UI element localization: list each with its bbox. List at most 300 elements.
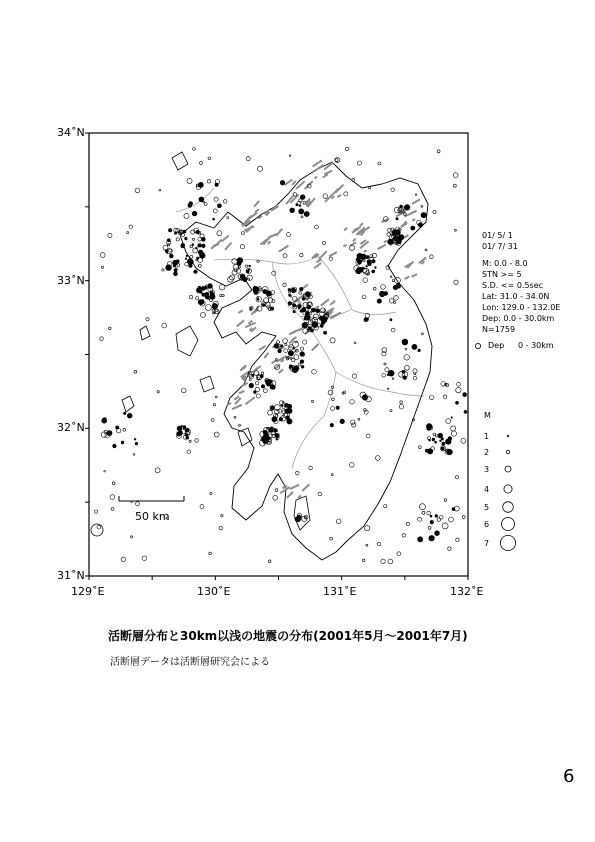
epicenter [241,232,244,235]
island-coast [294,496,310,530]
scale-bar [119,496,184,501]
epicenter [322,241,325,244]
epicenter [280,345,282,347]
epicenter [176,260,179,263]
epicenter [418,537,423,542]
epicenter [268,410,273,415]
epicenter [219,527,222,530]
epicenter [345,147,348,150]
epicenter [312,322,318,328]
epicenter [448,437,452,441]
epicenter [451,417,453,419]
epicenter [189,202,193,206]
epicenter [396,283,401,288]
epicenter [464,410,467,413]
epicenter [127,413,132,418]
epicenter [384,292,388,296]
epicenter [289,155,291,157]
epicenter [261,372,264,375]
fault-segment [292,181,296,185]
epicenter [335,159,338,162]
epicenter [359,254,362,257]
epicenter [336,519,341,524]
magnitude-legend-circle [500,535,515,550]
fault-segment [412,199,420,203]
epicenter [174,272,178,276]
epicenter [405,365,410,370]
lon-label-132: 132˚E [450,585,484,598]
epicenter [212,303,218,309]
info-lon: Lon: 129.0 - 132.0E [482,303,561,312]
epicenter [189,295,192,298]
fault-segment [239,391,244,393]
magnitude-legend-circle [506,450,510,454]
epicenter [198,264,201,267]
epicenter [109,327,112,330]
magnitude-legend-circle [505,466,511,472]
epicenter [415,194,417,196]
epicenter [293,193,297,197]
epicenter [381,559,385,563]
epicenter [399,371,405,377]
epicenter [196,297,199,300]
epicenter [300,352,305,357]
fault-segment [302,484,309,491]
epicenter [381,285,386,290]
active-faults [211,160,426,498]
epicenter [134,370,137,373]
fault-segment [268,241,271,244]
epicenter [121,441,124,444]
epicenter [208,284,213,289]
epicenter [442,442,445,445]
epicenter [357,259,362,264]
epicenter [279,418,282,421]
epicenter [448,547,451,550]
epicenter [350,400,355,405]
epicenter [200,162,203,165]
epicenter [220,295,222,297]
epicenter [227,217,229,219]
fault-segment [264,353,268,358]
epicenter [250,309,252,311]
epicenter [213,209,217,213]
epicenter [427,449,432,454]
epicenter [213,404,215,406]
epicenter [223,200,227,204]
epicenter [421,333,423,335]
epicenter [124,412,126,414]
epicenter [284,349,288,353]
epicenter [351,420,355,424]
epicenter [207,180,210,183]
epicenter [222,294,224,296]
epicenter [290,208,295,213]
epicenter [198,238,202,242]
epicenter [340,419,345,424]
epicenter [97,525,101,529]
fault-segment [248,321,252,324]
epicenter [397,552,401,556]
epicenter [168,229,171,232]
epicenter [257,298,259,300]
epicenter [406,522,409,525]
depth-legend-label: Dep [488,341,505,350]
epicenter [285,344,287,346]
epicenter [451,431,456,436]
epicenter [196,259,198,261]
epicenter [200,505,204,509]
epicenter [296,471,300,475]
fault-segment [344,228,347,231]
epicenter [163,245,168,250]
epicenter [111,508,114,511]
epicenter [418,349,421,352]
epicenter [300,253,303,256]
info-date-end: 01/ 7/ 31 [482,242,518,251]
prefecture-line [292,416,324,468]
epicenter [331,474,333,476]
epicenter [255,382,258,385]
lon-label-131: 131˚E [323,585,357,598]
epicenter [391,328,395,332]
epicenter [189,264,192,267]
epicenter [377,299,381,303]
epicenter [392,378,394,380]
depth-legend-range: 0 - 30km [518,341,554,350]
info-magnitude: M: 0.0 - 8.0 [482,259,528,268]
epicenter [463,393,467,397]
epicenter [418,446,421,449]
epicenter [276,438,278,440]
epicenter [441,447,444,450]
epicenter [155,468,160,473]
epicenter [261,385,265,389]
epicenter [289,294,291,296]
epicenter [352,179,355,182]
epicenter [390,410,392,412]
magnitude-legend-1: 1 [484,432,490,441]
epicenter [234,416,236,418]
epicenter [113,444,117,448]
epicenter [362,295,366,299]
epicenter [329,257,333,261]
epicenter [413,369,417,373]
epicenter [330,338,335,343]
epicenter [405,348,407,350]
epicenter [283,283,286,286]
epicenter [305,315,311,321]
epicenter [429,255,433,259]
fault-segment [330,301,335,305]
epicenter [385,368,389,372]
lat-label-31: 31˚N [57,569,85,582]
epicenter [411,226,415,230]
epicenter [373,287,376,290]
epicenter [135,188,140,193]
epicenter [303,302,308,307]
epicenter [189,440,191,442]
epicenter [205,305,211,311]
epicenter [268,560,271,563]
epicenter [183,230,186,233]
epicenter [299,209,304,214]
epicenter [217,231,222,236]
caption-subtitle: 活断層データは活断層研究会による [110,657,270,668]
epicenter [328,390,333,395]
epicenter [378,162,381,165]
epicenter [312,369,317,374]
coastline [122,152,432,560]
epicenter [303,329,308,334]
epicenter [388,559,393,564]
epicenter [419,504,425,510]
epicenter [440,516,444,520]
island-coast [140,326,150,340]
epicenter [357,161,361,165]
epicenter [315,225,319,229]
epicenter [384,505,387,508]
epicenter [290,346,292,348]
epicenter [390,276,392,278]
epicenter [190,255,193,258]
fault-segment [254,201,259,207]
epicenter [289,351,294,356]
epicenter [273,495,278,500]
info-depth: Dep: 0.0 - 30.0km [482,314,555,323]
fault-segment [324,171,332,175]
fault-segment [213,244,219,247]
epicenter [210,492,212,494]
epicenter [95,510,98,513]
epicenter [312,308,316,312]
epicenter [309,466,313,470]
fault-segment [279,369,283,373]
epicenter [127,232,129,234]
epicenter [283,339,288,344]
prefecture-line [176,188,214,212]
magnitude-legend-circle [502,518,515,531]
epicenter [311,400,313,402]
epicenter [432,438,435,441]
epicenter [303,201,306,204]
epicenter [288,302,291,305]
epicenter [362,267,364,269]
epicenter [214,197,218,201]
epicenter [324,331,327,334]
epicenter [202,244,206,248]
fault-segment [298,496,301,498]
epicenter [270,307,273,310]
epicenter [302,322,308,328]
epicenter [117,429,121,433]
epicenter [453,173,458,178]
epicenter [301,347,304,350]
epicenter [441,438,443,440]
epicenter [442,523,448,529]
epicenter [390,319,392,321]
epicenter [433,210,436,213]
epicenter [100,253,105,258]
epicenter [394,301,396,303]
epicenter [237,261,241,265]
epicenter [384,363,386,365]
fault-segment [336,185,344,193]
epicenter [396,218,398,220]
epicenter [454,280,458,284]
lat-label-34: 34˚N [57,126,85,139]
island-coast [122,396,134,412]
epicenter [187,450,191,454]
epicenter [330,423,333,426]
epicenter [187,178,192,183]
epicenter [157,391,159,393]
epicenter [254,371,259,376]
fault-segment [303,284,308,288]
epicenter [387,233,391,237]
epicenter [372,270,375,273]
epicenter [308,327,312,331]
epicenter [309,312,312,315]
epicenter [429,439,431,441]
epicenter [451,426,456,431]
epicenter [375,456,380,461]
epicenter [300,287,303,290]
magnitude-legend-circle [504,485,512,493]
epicenter [292,304,295,307]
epicenter [181,233,184,236]
epicenter [215,396,217,398]
epicenter [318,492,322,496]
magnitude-legend-4: 4 [484,485,490,494]
epicenter [399,404,404,409]
epicenter [366,544,368,546]
epicenter [281,404,283,406]
fault-segment [319,251,327,259]
fault-segment [242,383,248,386]
fault-segment [364,250,367,252]
epicenter [344,192,348,196]
epicenter [198,250,203,255]
epicenter [181,243,185,247]
epicenter [219,285,225,291]
epicenter [320,325,323,328]
epicenter [389,299,393,303]
epicenter [412,344,417,349]
fault-segment [279,246,289,252]
prefecture-line [300,316,336,416]
epicenter [112,482,115,485]
epicenter [366,256,369,259]
island-coast [176,326,198,356]
fault-segment [315,165,324,171]
fault-segment [384,241,387,243]
epicenter [308,302,311,305]
epicenter [349,245,354,250]
epicenter [214,432,219,437]
epicenter [169,254,173,258]
fault-segment [321,299,329,306]
epicenter [303,340,307,344]
prefecture-boundaries [176,188,424,468]
epicenter [275,489,278,492]
epicenter [454,229,456,231]
fault-segment [293,350,297,353]
epicenter [438,433,443,438]
epicenter [400,401,403,404]
epicenter [135,442,138,445]
epicenter [221,515,223,517]
epicenter [413,376,417,380]
lat-label-33: 33˚N [57,274,85,287]
epicenter [278,349,282,353]
epicenter [134,438,136,440]
epicenter [209,552,212,555]
magnitude-legend-6: 6 [484,520,490,529]
fault-segment [312,344,319,351]
epicenter [257,166,262,171]
epicenter [444,499,447,502]
magnitude-legend-circle [503,502,514,513]
epicenter [300,310,303,313]
info-stations: STN >= 5 [482,270,522,279]
epicenter [292,368,295,371]
epicenter [366,434,370,438]
epicenter [289,365,292,368]
epicenter [330,537,333,540]
epicenter [298,363,301,366]
epicenter [301,365,304,368]
epicenter [425,249,427,251]
magnitude-legend-circles [500,435,515,550]
epicenter [108,233,112,237]
epicenter [362,395,368,401]
epicenter [294,355,299,360]
prefecture-line [336,372,424,396]
epicenter [430,520,434,524]
fault-segment [329,252,337,256]
epicenter [364,318,368,322]
epicenter [323,194,328,199]
epicenter [201,286,205,290]
epicenter [331,407,335,411]
fault-segment [405,277,410,280]
caption-title: 活断層分布と30km以浅の地震の分布(2001年5月～2001年7月) [108,629,468,643]
epicenter [211,419,214,422]
info-date-start: 01/ 5/ 1 [482,231,513,240]
island-coast [172,152,188,170]
epicenter [159,189,161,191]
epicenter [190,245,193,248]
scale-bar-label: 50 km [135,510,170,523]
epicenter [456,538,459,541]
epicenter [352,374,356,378]
epicenter [129,225,133,229]
fault-segment [259,346,266,350]
fault-segment [412,219,415,221]
epicenter [100,337,104,341]
epicenter [356,269,361,274]
epicenter [435,441,437,443]
epicenter [304,211,309,216]
fault-segment [246,397,255,404]
epicenter [430,515,432,517]
lon-label-130: 130˚E [197,585,231,598]
epicenter [449,517,454,522]
magnitude-legend-2: 2 [484,448,490,457]
epicenter [418,517,422,521]
epicenter [136,502,140,506]
